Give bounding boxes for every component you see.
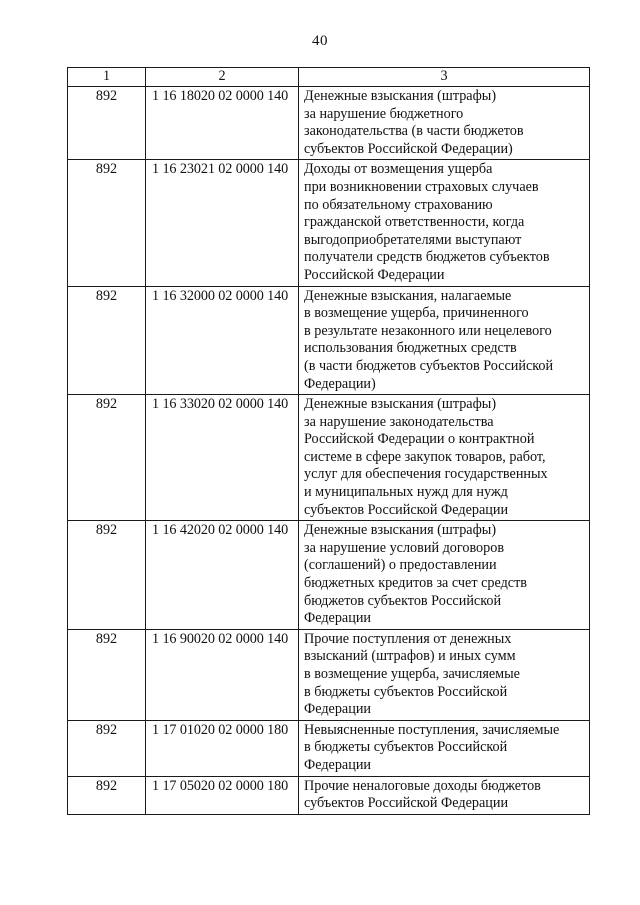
revenue-name-cell	[299, 776, 590, 814]
revenue-name-line: бюджетов субъектов Российской	[304, 592, 502, 609]
revenue-name-cell	[299, 521, 590, 630]
revenue-name-line: в возмещение ущерба, причиненного	[304, 305, 529, 322]
revenue-name-line: взысканий (штрафов) и иных сумм	[304, 648, 516, 665]
revenue-name-cell	[299, 720, 590, 776]
administrator-code-cell: 892	[68, 720, 146, 776]
revenue-name-line: субъектов Российской Федерации	[304, 795, 509, 812]
budget-classification-code-cell: 1 16 32000 02 0000 140	[146, 286, 299, 395]
revenue-name-line: за нарушение законодательства	[304, 413, 494, 430]
revenue-name-line: Денежные взыскания, налагаемые	[304, 287, 512, 304]
table-row	[68, 776, 590, 814]
revenue-name-line: по обязательному страхованию	[304, 196, 493, 213]
budget-classification-code-cell: 1 16 33020 02 0000 140	[146, 395, 299, 521]
revenue-name-line: и муниципальных нужд для нужд	[304, 484, 508, 501]
administrator-code-cell: 892	[68, 776, 146, 814]
revenue-name-line: Федерации	[304, 756, 372, 773]
revenue-name-line: Федерации	[304, 610, 372, 627]
revenue-name-line: Федерации	[304, 701, 372, 718]
revenue-name-cell	[299, 87, 590, 160]
revenue-name-line: при возникновении страховых случаев	[304, 178, 539, 195]
budget-classification-code-cell: 1 16 23021 02 0000 140	[146, 160, 299, 286]
budget-classification-code-cell: 1 16 18020 02 0000 140	[146, 87, 299, 160]
administrator-code-cell: 892	[68, 521, 146, 630]
revenue-name-cell	[299, 286, 590, 395]
revenue-name-line: (в части бюджетов субъектов Российской	[304, 357, 554, 374]
page-number: 40	[312, 33, 328, 49]
revenue-name-cell	[299, 629, 590, 720]
table-row	[68, 395, 590, 521]
revenue-name-line: в бюджеты субъектов Российской	[304, 739, 508, 756]
table-row	[68, 521, 590, 630]
administrator-code-cell: 892	[68, 160, 146, 286]
column-header-1: 1	[68, 68, 146, 87]
budget-classification-code-cell: 1 16 42020 02 0000 140	[146, 521, 299, 630]
revenue-name-cell	[299, 160, 590, 286]
revenue-name-line: Доходы от возмещения ущерба	[304, 161, 493, 178]
revenue-name-line: Невыясненные поступления, зачисляемые	[304, 721, 560, 738]
revenue-name-line: Федерации)	[304, 375, 376, 392]
revenue-codes-table-container	[67, 67, 589, 815]
revenue-name-line: использования бюджетных средств	[304, 340, 517, 357]
revenue-name-line: за нарушение условий договоров	[304, 539, 505, 556]
column-header-2: 2	[146, 68, 299, 87]
table-row	[68, 160, 590, 286]
revenue-name-line: законодательства (в части бюджетов	[304, 123, 524, 140]
table-body	[68, 87, 590, 815]
revenue-name-line: субъектов Российской Федерации	[304, 501, 509, 518]
revenue-name-line: получатели средств бюджетов субъектов	[304, 249, 550, 266]
revenue-name-line: гражданской ответственности, когда	[304, 214, 525, 231]
column-header-3: 3	[299, 68, 590, 87]
revenue-name-line: в результате незаконного или нецелевого	[304, 322, 552, 339]
table-row	[68, 87, 590, 160]
administrator-code-cell: 892	[68, 87, 146, 160]
administrator-code-cell: 892	[68, 395, 146, 521]
revenue-name-line: услуг для обеспечения государственных	[304, 466, 548, 483]
revenue-name-line: (соглашений) о предоставлении	[304, 557, 497, 574]
revenue-name-line: Денежные взыскания (штрафы)	[304, 396, 497, 413]
revenue-name-line: Российской Федерации	[304, 266, 445, 283]
budget-classification-code-cell: 1 16 90020 02 0000 140	[146, 629, 299, 720]
revenue-name-line: субъектов Российской Федерации)	[304, 140, 513, 157]
table-row	[68, 286, 590, 395]
revenue-codes-table	[67, 67, 590, 815]
revenue-name-line: Денежные взыскания (штрафы)	[304, 88, 497, 104]
table-row	[68, 629, 590, 720]
revenue-name-line: в бюджеты субъектов Российской	[304, 683, 508, 700]
revenue-name-line: Прочие неналоговые доходы бюджетов	[304, 777, 541, 794]
revenue-name-line: Российской Федерации о контрактной	[304, 431, 535, 448]
revenue-name-line: выгодоприобретателями выступают	[304, 231, 522, 248]
revenue-name-cell	[299, 395, 590, 521]
revenue-name-line: за нарушение бюджетного	[304, 105, 464, 122]
administrator-code-cell: 892	[68, 286, 146, 395]
header-row	[68, 68, 590, 87]
revenue-name-line: в возмещение ущерба, зачисляемые	[304, 666, 520, 682]
budget-classification-code-cell: 1 17 05020 02 0000 180	[146, 776, 299, 814]
table-row	[68, 720, 590, 776]
revenue-name-line: Прочие поступления от денежных	[304, 630, 512, 647]
administrator-code-cell: 892	[68, 629, 146, 720]
revenue-name-line: системе в сфере закупок товаров, работ,	[304, 448, 546, 465]
revenue-name-line: Денежные взыскания (штрафы)	[304, 522, 497, 539]
revenue-name-line: бюджетных кредитов за счет средств	[304, 575, 528, 592]
budget-classification-code-cell: 1 17 01020 02 0000 180	[146, 720, 299, 776]
